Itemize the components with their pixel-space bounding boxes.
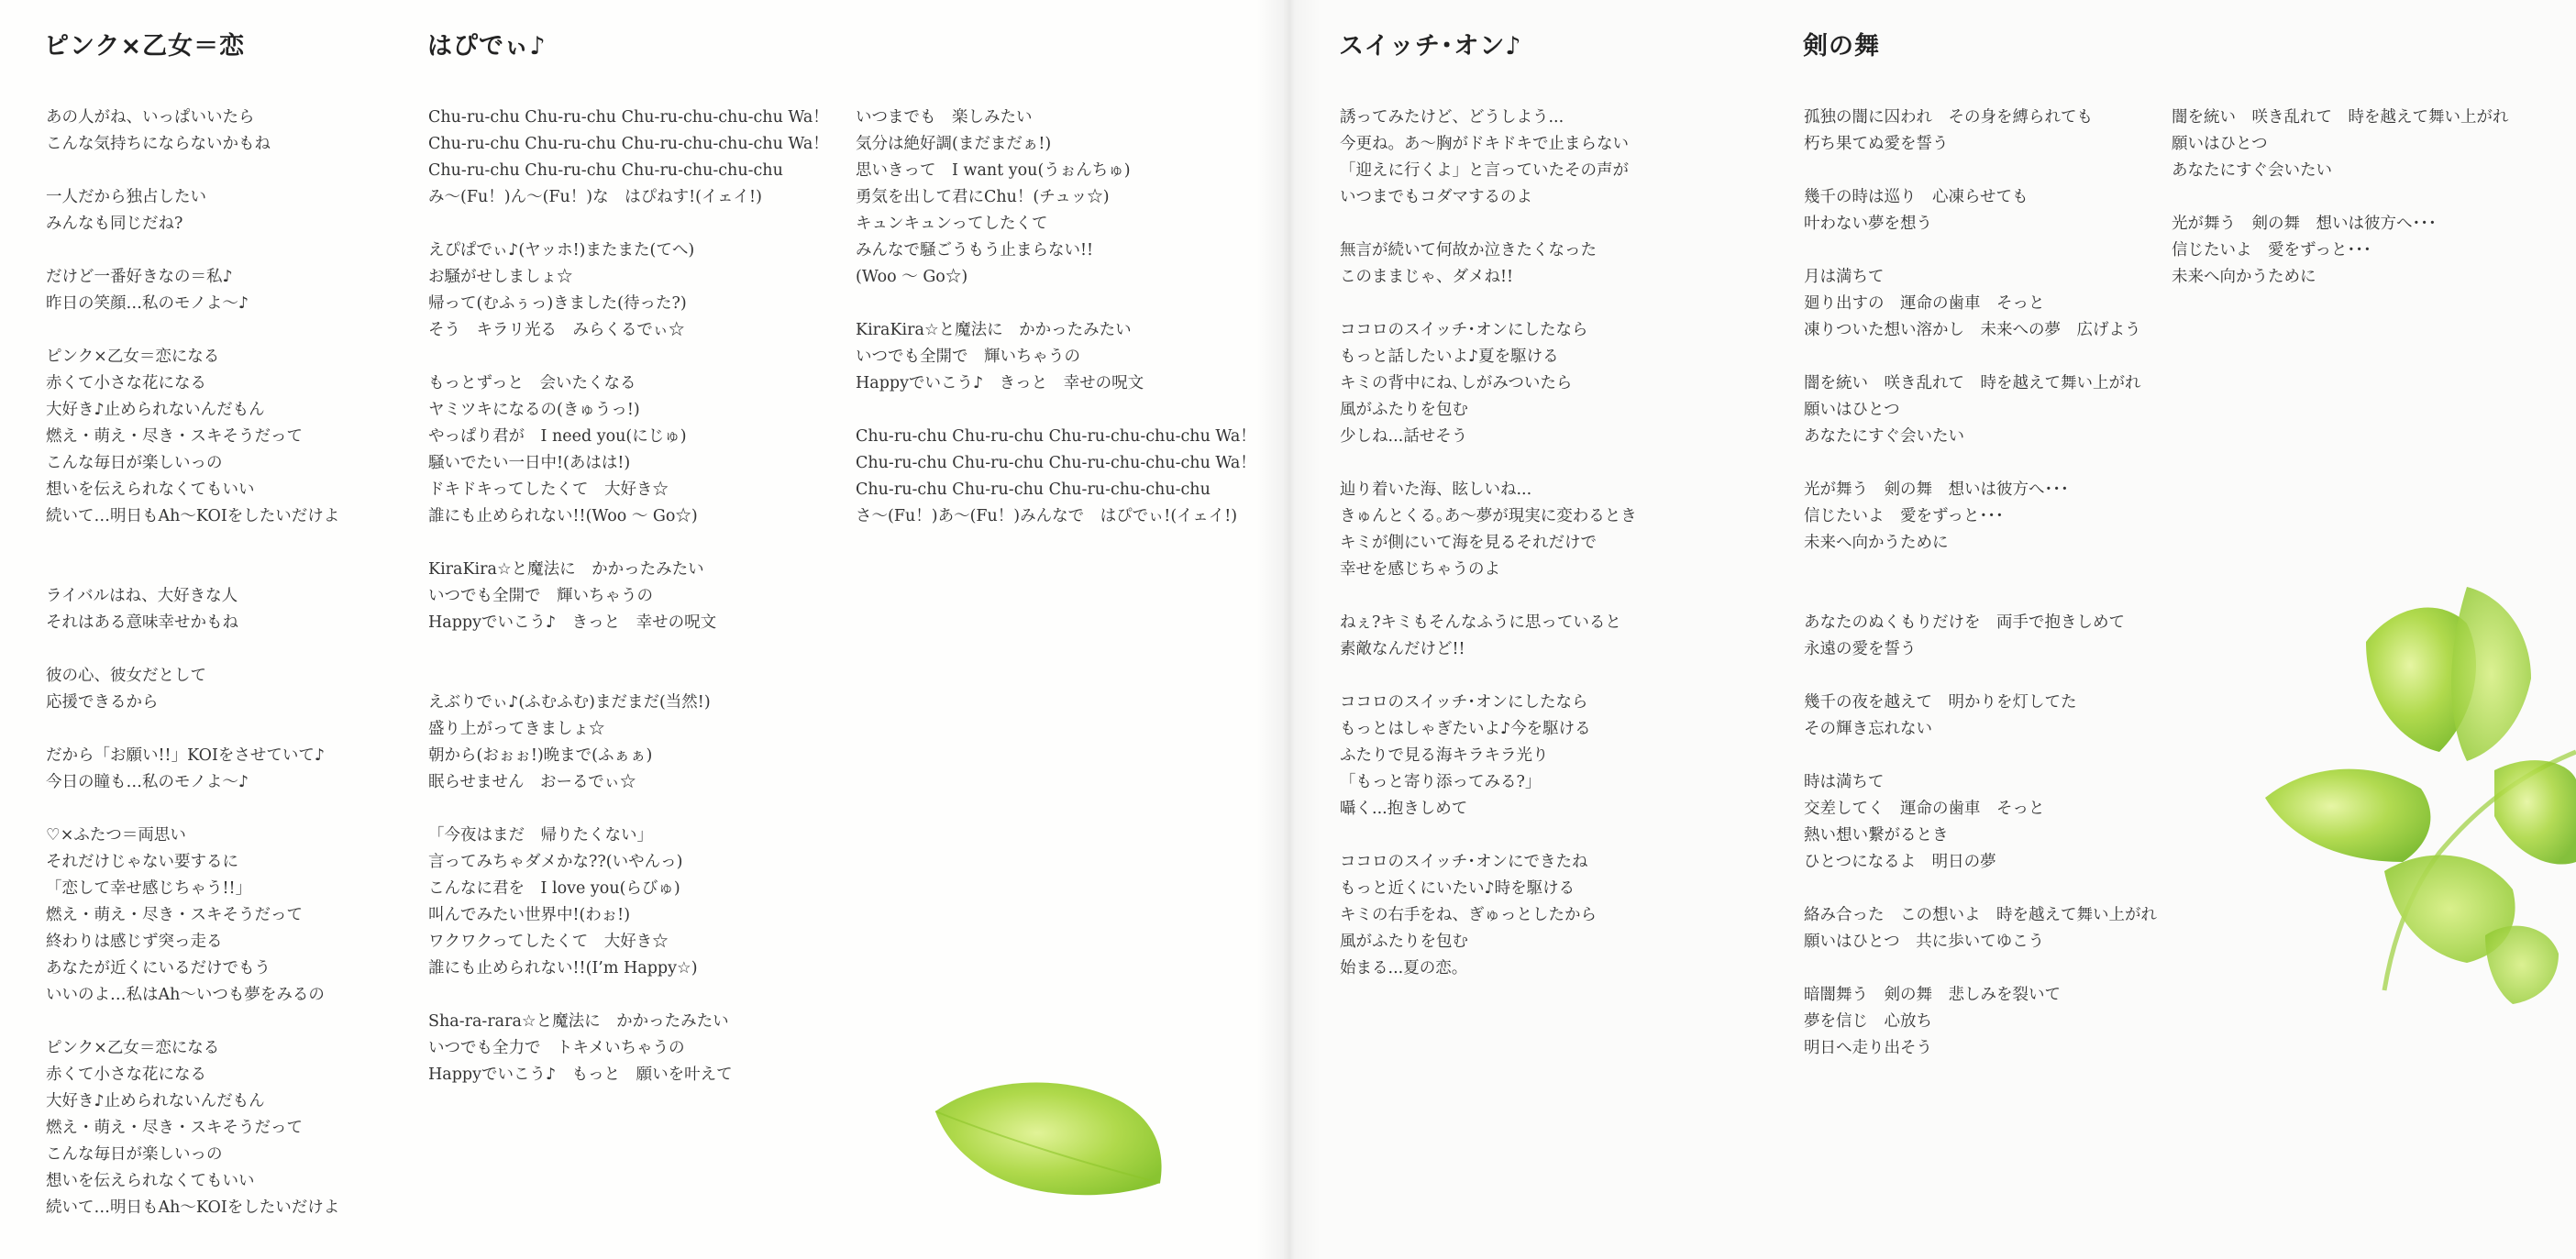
lyric-line: 孤独の闇に囚われ その身を縛られても	[1804, 108, 2093, 127]
lyric-line: それはある意味幸せかもね	[46, 613, 238, 632]
leaf-icon	[926, 1073, 1174, 1210]
lyric-line: こんなに君を I love you(らびゅ)	[428, 879, 680, 898]
lyric-line: あなたのぬくもりだけを 両手で抱きしめて	[1804, 613, 2125, 632]
stanza-break	[46, 237, 449, 264]
stanza-break	[1340, 663, 1743, 690]
lyric-line: Happyでいこう♪ もっと 願いを叶えて	[428, 1066, 733, 1084]
stanza-break	[46, 158, 449, 184]
lyric-line: 月は満ちて	[1804, 268, 1885, 286]
lyric-line: 赤くて小さな花になる	[46, 1066, 206, 1084]
lyric-line: ♡×ふたつ＝両思い	[46, 826, 186, 845]
lyric-line: 彼の心、彼女だとして	[46, 667, 206, 685]
lyric-line: ふたりで見る海キラキラ光り	[1340, 746, 1549, 765]
lyric-line: 勇気を出して君にChu！(チュッ☆)	[856, 188, 1110, 206]
stanza-break	[46, 796, 449, 823]
song-title-happy-day: はぴでぃ♪	[427, 32, 547, 61]
lyric-line: Chu-ru-chu Chu-ru-chu Chu-ru-chu-chu-chu Wa！	[428, 135, 829, 153]
lyric-line: 誘ってみたけど、どうしよう...	[1340, 108, 1564, 127]
stanza-break	[1804, 663, 2207, 690]
lyric-line: それだけじゃない要するに	[46, 853, 238, 871]
lyric-line: 光が舞う 剣の舞 想いは彼方へ･･･	[2172, 215, 2437, 233]
lyric-line: いつでも全力で トキメいちゃうの	[428, 1039, 685, 1057]
song-title-tsurugi-no-mai: 剣の舞	[1803, 32, 1880, 61]
lyric-line: 燃え・萌え・尽き・スキそうだって	[46, 1119, 303, 1137]
lyric-line: こんな気持ちにならないかもね	[46, 135, 271, 153]
lyric-line: そう キラリ光る みらくるでぃ☆	[428, 321, 685, 339]
lyric-line: (Woo ～ Go☆)	[856, 268, 968, 286]
lyric-line: 始まる...夏の恋｡	[1340, 959, 1460, 977]
lyric-line: ピンク×乙女＝恋になる	[46, 1039, 220, 1057]
lyric-line: 暗闇舞う 剣の舞 悲しみを裂いて	[1804, 986, 2061, 1004]
lyric-line: あなたが近くにいるだけでもう	[46, 959, 271, 977]
lyric-line: ワクワクってしたくて 大好き☆	[428, 933, 669, 951]
lyric-line: 続いて…明日もAh～KOIをしたいだけよ	[46, 507, 340, 525]
stanza-break	[428, 663, 832, 690]
lyric-line: KiraKira☆と魔法に かかったみたい	[856, 321, 1132, 339]
lyric-line: 幸せを感じちゃうのよ	[1340, 560, 1500, 579]
lyric-line: 風がふたりを包む	[1340, 401, 1468, 419]
lyric-line: ココロのスイッチ･オンにしたなら	[1340, 693, 1588, 712]
lyric-line: こんな毎日が楽しいっの	[46, 454, 223, 472]
lyric-line: いつまでもコダマするのよ	[1340, 188, 1532, 206]
lyric-line: だけど一番好きなの＝私♪	[46, 268, 233, 286]
lyric-line: だから「お願い!!」KOIをさせていて♪	[46, 746, 326, 765]
lyrics-column-tsurugi-no-mai-2	[2172, 105, 2575, 291]
lyric-line: ピンク×乙女＝恋になる	[46, 348, 220, 366]
lyric-line: もっとはしゃぎたいよ♪今を駆ける	[1340, 720, 1591, 738]
lyric-line: 「恋して幸せ感じちゃう!!」	[46, 879, 252, 898]
lyric-line: あなたにすぐ会いたい	[2172, 161, 2332, 180]
lyric-line: このままじゃ、ダメね!!	[1340, 268, 1514, 286]
lyric-line: みんなで騒ごうもう止まらない!!	[856, 241, 1094, 260]
lyric-line: 今更ね。あ～胸がドキドキで止まらない	[1340, 135, 1629, 153]
lyric-line: こんな毎日が楽しいっの	[46, 1145, 223, 1164]
stanza-break	[1340, 291, 1743, 317]
lyric-line: みんなも同じだね?	[46, 215, 183, 233]
lyric-line: 大好き♪止められないんだもん	[46, 401, 265, 419]
stanza-break	[46, 716, 449, 743]
lyric-line: 「もっと寄り添ってみる?」	[1340, 773, 1542, 791]
lyric-line: 気分は絶好調(まだまだぁ!)	[856, 135, 1052, 153]
lyric-line: Chu-ru-chu Chu-ru-chu Chu-ru-chu-chu-chu Wa！	[428, 108, 829, 127]
lyric-line: 囁く...抱きしめて	[1340, 800, 1468, 818]
lyric-line: 闇を統い 咲き乱れて 時を越えて舞い上がれ	[2172, 108, 2509, 127]
lyric-line: み～(Fu！)ん～(Fu！)な はぴねす!(イェイ!)	[428, 188, 762, 206]
lyric-line: いつでも全開で 輝いちゃうの	[428, 587, 653, 605]
stanza-break	[46, 636, 449, 663]
stanza-break	[856, 291, 1259, 317]
lyric-line: Chu-ru-chu Chu-ru-chu Chu-ru-chu-chu-chu	[856, 480, 1211, 499]
lyric-line: その輝き忘れない	[1804, 720, 1932, 738]
lyric-line: 叫んでみたい世界中!(わぉ!)	[428, 906, 631, 924]
lyric-line: 眠らせません おーるでぃ☆	[428, 773, 636, 791]
lyric-line: KiraKira☆と魔法に かかったみたい	[428, 560, 704, 579]
leaf-branch-icon	[2256, 587, 2576, 1009]
lyric-line: キュンキュンってしたくて	[856, 215, 1048, 233]
lyric-line: Sha-ra-rara☆と魔法に かかったみたい	[428, 1012, 729, 1031]
lyric-line: 願いはひとつ	[1804, 401, 1900, 419]
lyric-line: Happyでいこう♪ きっと 幸せの呪文	[428, 613, 717, 632]
stanza-break	[1804, 158, 2207, 184]
lyric-line: ヤミツキになるの(きゅうっ!)	[428, 401, 640, 419]
lyric-line: 熱い想い繋がるとき	[1804, 826, 1949, 845]
stanza-break	[1804, 955, 2207, 982]
lyric-line: 赤くて小さな花になる	[46, 374, 206, 392]
lyric-line: 辿り着いた海、眩しいね...	[1340, 480, 1532, 499]
stanza-break	[1804, 450, 2207, 477]
stanza-break	[1340, 583, 1743, 610]
lyric-line: 想いを伝えられなくてもいい	[46, 480, 255, 499]
lyric-line: 信じたいよ 愛をずっと･･･	[2172, 241, 2371, 260]
lyric-line: さ～(Fu！)あ～(Fu！)みんなで はぴでぃ!(イェイ!)	[856, 507, 1238, 525]
page-gutter	[1256, 0, 1321, 1259]
lyric-line: あなたにすぐ会いたい	[1804, 427, 1964, 446]
lyric-line: 応援できるから	[46, 693, 159, 712]
lyric-line: 信じたいよ 愛をずっと･･･	[1804, 507, 2004, 525]
lyric-line: 少しね...話せそう	[1340, 427, 1468, 446]
stanza-break	[1340, 211, 1743, 237]
stanza-break	[46, 317, 449, 344]
stanza-break	[428, 211, 832, 237]
lyric-line: もっと近くにいたい♪時を駆ける	[1340, 879, 1575, 898]
stanza-break	[46, 530, 449, 557]
stanza-break	[46, 557, 449, 583]
lyric-line: Chu-ru-chu Chu-ru-chu Chu-ru-chu-chu-chu Wa！	[856, 427, 1256, 446]
lyric-line: 時は満ちて	[1804, 773, 1885, 791]
lyric-line: 朽ち果てぬ愛を誓う	[1804, 135, 1949, 153]
lyric-line: 大好き♪止められないんだもん	[46, 1092, 265, 1110]
lyrics-column-happy-day-1	[428, 105, 832, 1088]
stanza-break	[1804, 583, 2207, 610]
stanza-break	[1804, 876, 2207, 902]
lyric-line: 叶わない夢を想う	[1804, 215, 1932, 233]
lyric-line: ドキドキってしたくて 大好き☆	[428, 480, 669, 499]
lyric-line: 「迎えに行くよ」と言っていたその声が	[1340, 161, 1629, 180]
lyrics-column-tsurugi-no-mai-1	[1804, 105, 2207, 1062]
lyric-line: Chu-ru-chu Chu-ru-chu Chu-ru-chu-chu-chu	[428, 161, 783, 180]
lyric-line: 「今夜はまだ 帰りたくない」	[428, 826, 653, 845]
lyric-line: 凍りついた想い溶かし 未来への夢 広げよう	[1804, 321, 2141, 339]
lyric-line: キミが側にいて海を見るそれだけで	[1340, 534, 1597, 552]
lyric-line: あの人がね、いっぱいいたら	[46, 108, 255, 127]
lyric-line: 未来へ向かうために	[1804, 534, 1949, 552]
lyric-line: ライバルはね、大好きな人	[46, 587, 238, 605]
lyric-line: キミの背中にね､しがみついたら	[1340, 374, 1573, 392]
lyric-line: 願いはひとつ	[2172, 135, 2268, 153]
stanza-break	[1804, 237, 2207, 264]
lyric-line: 帰って(むふぅっ)きました(待った?)	[428, 294, 687, 313]
lyric-line: いつまでも 楽しみたい	[856, 108, 1033, 127]
lyric-line: 昨日の笑顔…私のモノよ～♪	[46, 294, 249, 313]
lyric-line: 言ってみちゃダメかな??(いやんっ)	[428, 853, 683, 871]
lyric-line: ココロのスイッチ･オンにしたなら	[1340, 321, 1588, 339]
lyrics-column-happy-day-2	[856, 105, 1259, 530]
stanza-break	[856, 397, 1259, 424]
lyric-line: Happyでいこう♪ きっと 幸せの呪文	[856, 374, 1144, 392]
lyric-line: 想いを伝えられなくてもいい	[46, 1172, 255, 1190]
lyric-line: 騒いでたい一日中!(あはは!)	[428, 454, 631, 472]
lyric-line: えぶりでぃ♪(ふむふむ)まだまだ(当然!)	[428, 693, 711, 712]
lyric-line: 未来へ向かうために	[2172, 268, 2316, 286]
lyric-line: Chu-ru-chu Chu-ru-chu Chu-ru-chu-chu-chu Wa！	[856, 454, 1256, 472]
lyric-line: 続いて…明日もAh～KOIをしたいだけよ	[46, 1198, 340, 1217]
lyric-line: やっぱり君が I need you(にじゅ)	[428, 427, 687, 446]
lyric-line: ねぇ?キミもそんなふうに思っていると	[1340, 613, 1621, 632]
lyrics-column-pink-otome	[46, 105, 449, 1221]
song-title-pink-otome: ピンク×乙女＝恋	[44, 32, 246, 61]
lyric-line: 終わりは感じず突っ走る	[46, 933, 223, 951]
lyric-line: 朝から(おぉぉ!)晩まで(ふぁぁ)	[428, 746, 653, 765]
lyric-line: 素敵なんだけど!!	[1340, 640, 1465, 658]
lyric-line: きゅんとくる｡あ～夢が現実に変わるとき	[1340, 507, 1637, 525]
lyric-line: 誰にも止められない!!(Woo ～ Go☆)	[428, 507, 698, 525]
stanza-break	[428, 344, 832, 370]
lyric-line: お騒がせしましょ☆	[428, 268, 573, 286]
lyric-line: 燃え・萌え・尽き・スキそうだって	[46, 427, 303, 446]
lyrics-column-switch-on	[1340, 105, 1743, 982]
stanza-break	[1340, 823, 1743, 849]
lyric-line: えぴぱでぃ♪(ヤッホ!)またまた(てへ)	[428, 241, 695, 260]
stanza-break	[1340, 450, 1743, 477]
lyric-line: 交差してく 運命の歯車 そっと	[1804, 800, 2045, 818]
lyric-line: 永遠の愛を誓う	[1804, 640, 1917, 658]
lyric-line: 明日へ走り出そう	[1804, 1039, 1932, 1057]
lyric-line: 夢を信じ 心放ち	[1804, 1012, 1932, 1031]
lyric-line: 無言が続いて何故か泣きたくなった	[1340, 241, 1597, 260]
stanza-break	[1804, 344, 2207, 370]
stanza-break	[46, 1009, 449, 1035]
lyric-line: 絡み合った この想いよ 時を越えて舞い上がれ	[1804, 906, 2157, 924]
stanza-break	[428, 530, 832, 557]
lyric-line: キミの右手をね、ぎゅっとしたから	[1340, 906, 1597, 924]
lyric-line: ココロのスイッチ･オンにできたね	[1340, 853, 1588, 871]
lyric-line: 誰にも止められない!!(I’m Happy☆)	[428, 959, 698, 977]
stanza-break	[2172, 184, 2575, 211]
lyric-line: 幾千の夜を越えて 明かりを灯してた	[1804, 693, 2077, 712]
lyric-line: 光が舞う 剣の舞 想いは彼方へ･･･	[1804, 480, 2069, 499]
lyric-line: いつでも全開で 輝いちゃうの	[856, 348, 1080, 366]
lyric-line: いいのよ…私はAh～いつも夢をみるの	[46, 986, 325, 1004]
lyric-line: ひとつになるよ 明日の夢	[1804, 853, 1996, 871]
lyric-line: 風がふたりを包む	[1340, 933, 1468, 951]
lyric-line: もっとずっと 会いたくなる	[428, 374, 636, 392]
song-title-switch-on: スイッチ･オン♪	[1339, 32, 1522, 61]
stanza-break	[428, 982, 832, 1009]
lyric-line: 燃え・萌え・尽き・スキそうだって	[46, 906, 303, 924]
lyric-line: 一人だから独占したい	[46, 188, 206, 206]
lyric-line: 幾千の時は巡り 心凍らせても	[1804, 188, 2029, 206]
lyric-line: 願いはひとつ 共に歩いてゆこう	[1804, 933, 2045, 951]
stanza-break	[1804, 557, 2207, 583]
lyric-line: 盛り上がってきましょ☆	[428, 720, 605, 738]
lyric-line: 今日の瞳も…私のモノよ～♪	[46, 773, 249, 791]
stanza-break	[428, 796, 832, 823]
stanza-break	[428, 636, 832, 663]
lyric-line: 思いきって I want you(うぉんちゅ)	[856, 161, 1131, 180]
lyric-line: 闇を統い 咲き乱れて 時を越えて舞い上がれ	[1804, 374, 2141, 392]
stanza-break	[1804, 743, 2207, 769]
lyric-line: 廻り出すの 運命の歯車 そっと	[1804, 294, 2045, 313]
lyric-line: もっと話したいよ♪夏を駆ける	[1340, 348, 1559, 366]
